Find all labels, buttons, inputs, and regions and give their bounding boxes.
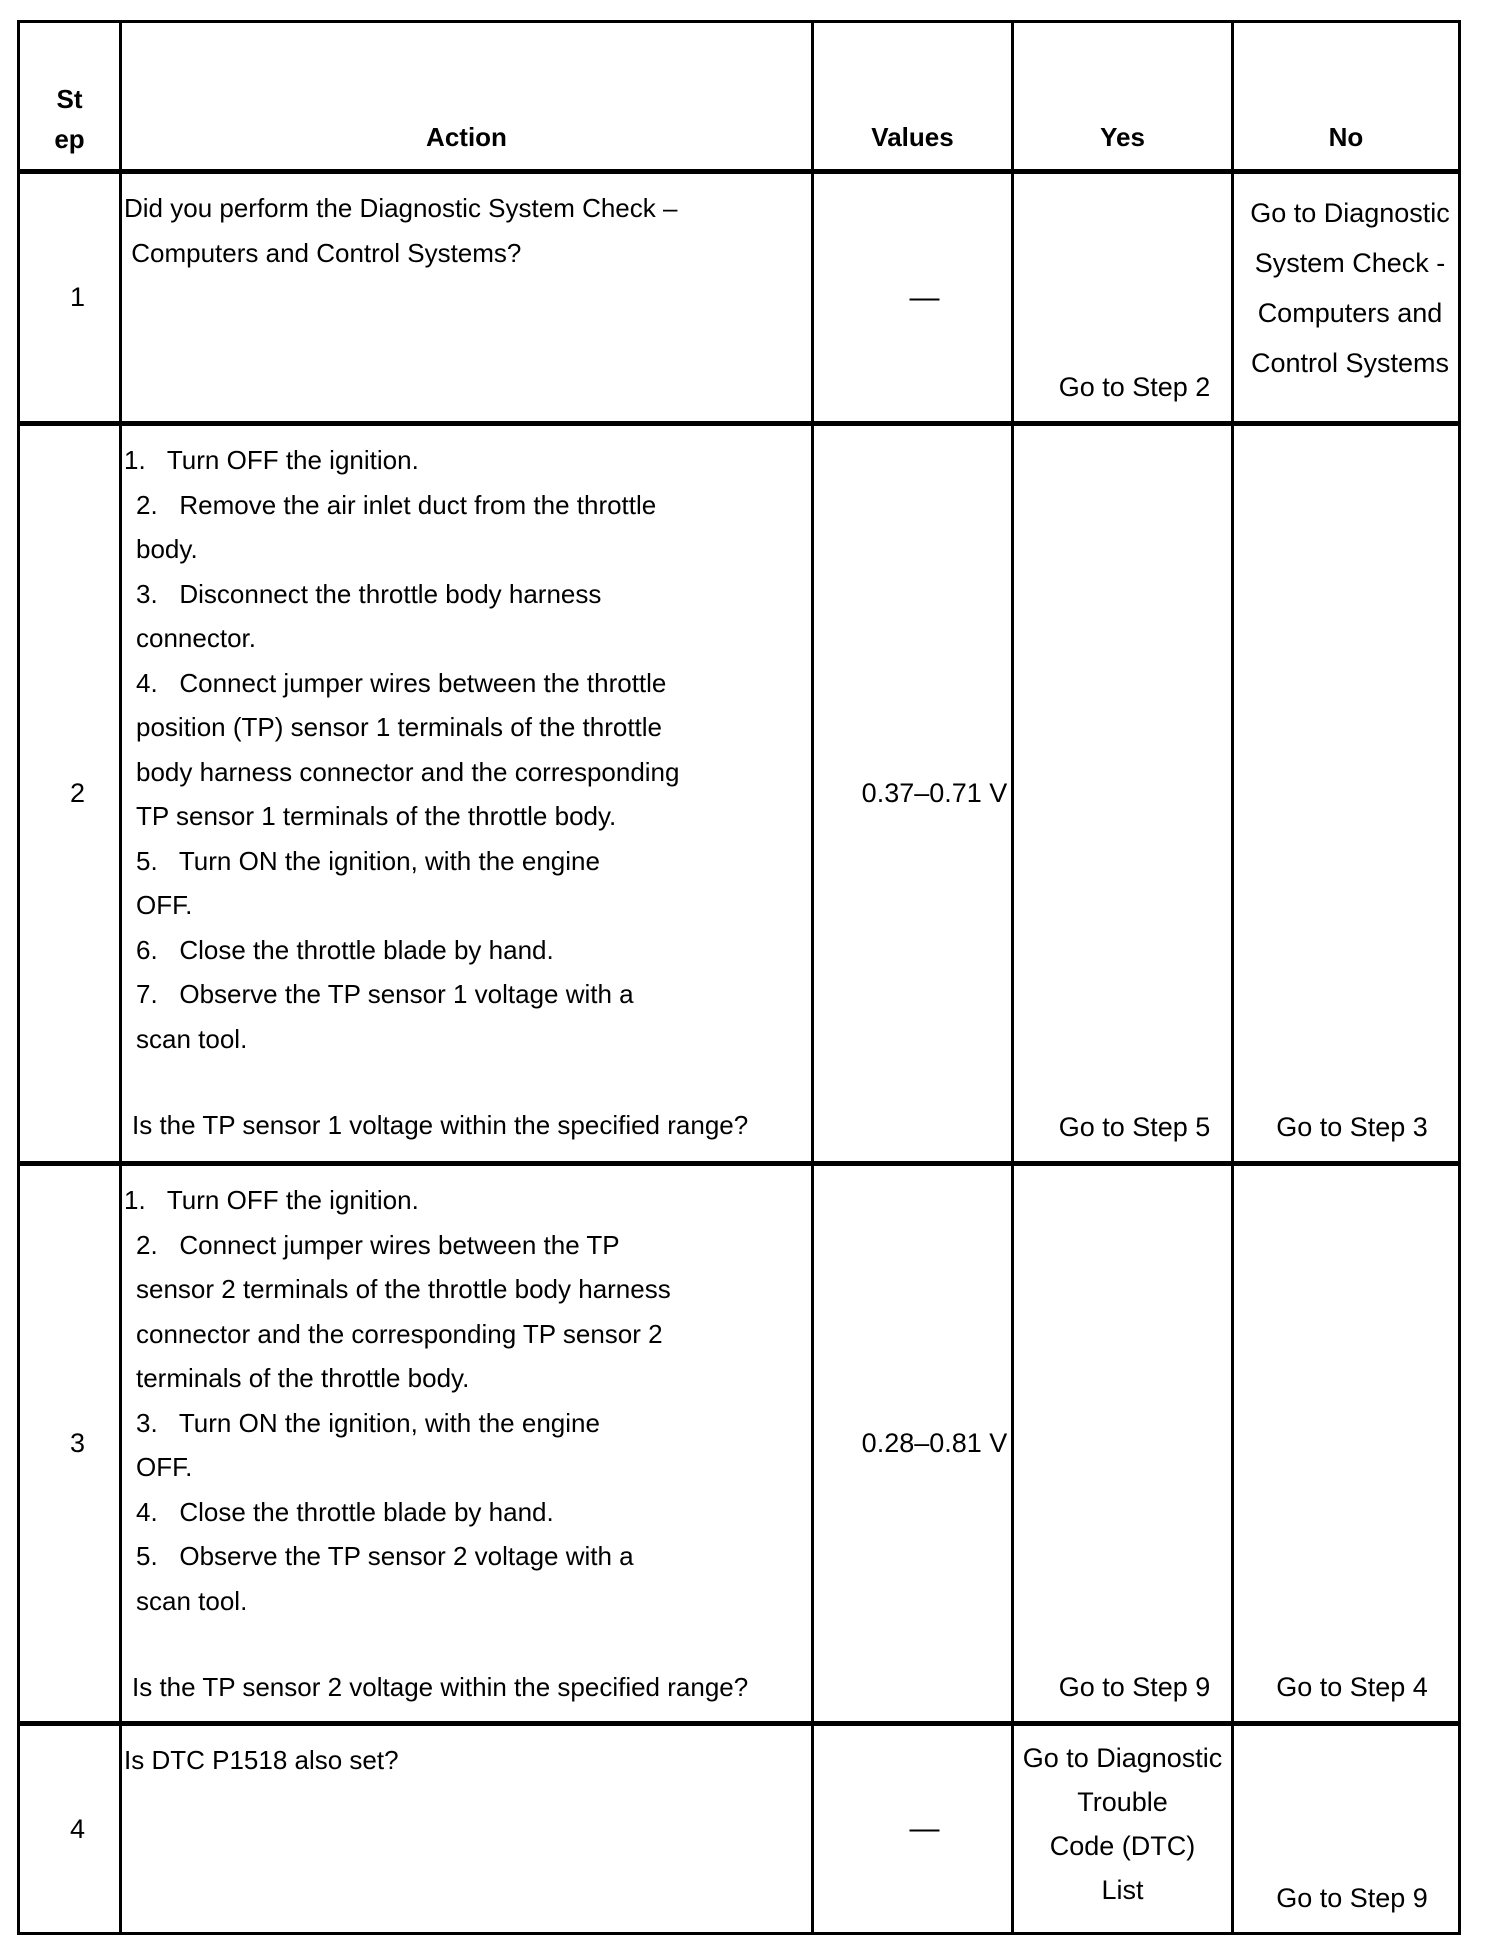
header-step-line2: ep bbox=[54, 124, 85, 154]
yes-cell bbox=[1013, 424, 1233, 1164]
action-cell bbox=[121, 172, 813, 424]
no-cell bbox=[1233, 1164, 1460, 1724]
no-text-line: Go to Diagnostic bbox=[1250, 198, 1450, 228]
action-line: 1. Turn OFF the ignition. bbox=[124, 445, 419, 475]
value-cell bbox=[813, 172, 1013, 424]
action-line: connector. bbox=[136, 623, 256, 653]
value-text: 0.37–0.71 V bbox=[861, 778, 1008, 808]
action-line: sensor 2 terminals of the throttle body harness bbox=[136, 1274, 671, 1304]
action-question: Is the TP sensor 1 voltage within the specified range? bbox=[132, 1110, 749, 1140]
header-action: Action bbox=[121, 22, 813, 172]
table-row bbox=[19, 172, 1460, 424]
action-line: 5. Turn ON the ignition, with the engine bbox=[136, 845, 600, 876]
action-line: 4. Close the throttle blade by hand. bbox=[136, 1496, 554, 1527]
header-step-line1: St bbox=[56, 84, 83, 114]
value-cell bbox=[813, 424, 1013, 1164]
step-number: 2 bbox=[69, 778, 86, 808]
step-number: 4 bbox=[69, 1813, 86, 1844]
action-line: 2. Connect jumper wires between the TP bbox=[136, 1229, 620, 1260]
action-line: 3. Turn ON the ignition, with the engine bbox=[136, 1407, 600, 1438]
no-text: Go to Step 3 bbox=[1276, 1112, 1428, 1142]
no-text-line: Computers and bbox=[1257, 298, 1443, 328]
action-line: 6. Close the throttle blade by hand. bbox=[136, 934, 554, 965]
yes-text-line: Go to Diagnostic bbox=[1022, 1743, 1223, 1773]
yes-cell bbox=[1013, 1164, 1233, 1724]
action-line: terminals of the throttle body. bbox=[136, 1363, 470, 1393]
action-line: body. bbox=[136, 534, 198, 564]
step-cell bbox=[19, 172, 121, 424]
action-line: 1. Turn OFF the ignition. bbox=[124, 1185, 419, 1215]
action-line: 4. Connect jumper wires between the throttle bbox=[136, 667, 667, 698]
step-number: 1 bbox=[69, 282, 86, 312]
value-text: — bbox=[909, 280, 940, 314]
action-line: Did you perform the Diagnostic System Check – bbox=[124, 193, 678, 223]
value-cell bbox=[813, 1164, 1013, 1724]
action-line: connector and the corresponding TP sensor 2 bbox=[136, 1318, 663, 1349]
no-text-line: Control Systems bbox=[1250, 348, 1450, 378]
header-step bbox=[19, 22, 121, 172]
value-text: 0.28–0.81 V bbox=[861, 1428, 1008, 1458]
yes-text: Go to Step 5 bbox=[1058, 1112, 1211, 1142]
step-cell bbox=[19, 424, 121, 1164]
no-text-line: System Check - bbox=[1254, 248, 1446, 278]
action-cell bbox=[121, 424, 813, 1164]
no-cell bbox=[1233, 172, 1460, 424]
action-line: body harness connector and the corresponding bbox=[136, 756, 680, 787]
no-cell bbox=[1233, 424, 1460, 1164]
value-cell bbox=[813, 1724, 1013, 1934]
action-line: position (TP) sensor 1 terminals of the throttle bbox=[136, 712, 663, 742]
action-line: Computers and Control Systems? bbox=[124, 237, 522, 268]
action-line: scan tool. bbox=[136, 1585, 248, 1616]
action-line: OFF. bbox=[136, 890, 193, 920]
action-line: 2. Remove the air inlet duct from the throttle bbox=[136, 489, 657, 520]
yes-text-line: List bbox=[1101, 1875, 1144, 1905]
action-line: scan tool. bbox=[136, 1023, 248, 1054]
yes-text: Go to Step 9 bbox=[1058, 1672, 1211, 1702]
action-line: 7. Observe the TP sensor 1 voltage with a bbox=[136, 979, 634, 1009]
table-row bbox=[19, 1164, 1460, 1724]
step-cell bbox=[19, 1724, 121, 1934]
action-line: 5. Observe the TP sensor 2 voltage with a bbox=[136, 1541, 634, 1571]
action-line: Is DTC P1518 also set? bbox=[124, 1745, 399, 1775]
table-row bbox=[19, 424, 1460, 1164]
header-yes: Yes bbox=[1013, 22, 1233, 172]
action-cell bbox=[121, 1164, 813, 1724]
header-no: No bbox=[1233, 22, 1460, 172]
step-cell bbox=[19, 1164, 121, 1724]
step-number: 3 bbox=[69, 1428, 86, 1458]
action-line: OFF. bbox=[136, 1452, 193, 1482]
diagnostic-table bbox=[17, 20, 1461, 1935]
yes-cell bbox=[1013, 1724, 1233, 1934]
no-text: Go to Step 9 bbox=[1276, 1883, 1428, 1913]
action-cell bbox=[121, 1724, 813, 1934]
yes-text: Go to Step 2 bbox=[1058, 372, 1211, 402]
header-values: Values bbox=[813, 22, 1013, 172]
value-text: — bbox=[909, 1812, 940, 1845]
no-text: Go to Step 4 bbox=[1276, 1672, 1428, 1702]
action-question: Is the TP sensor 2 voltage within the specified range? bbox=[132, 1672, 749, 1702]
no-cell bbox=[1233, 1724, 1460, 1934]
table-row bbox=[19, 1724, 1460, 1934]
action-line: TP sensor 1 terminals of the throttle body. bbox=[136, 801, 617, 831]
action-line: 3. Disconnect the throttle body harness bbox=[136, 578, 602, 609]
yes-cell bbox=[1013, 172, 1233, 424]
yes-text-line: Code (DTC) bbox=[1049, 1831, 1196, 1861]
header-row bbox=[19, 22, 1460, 172]
yes-text-line: Trouble bbox=[1077, 1787, 1168, 1817]
